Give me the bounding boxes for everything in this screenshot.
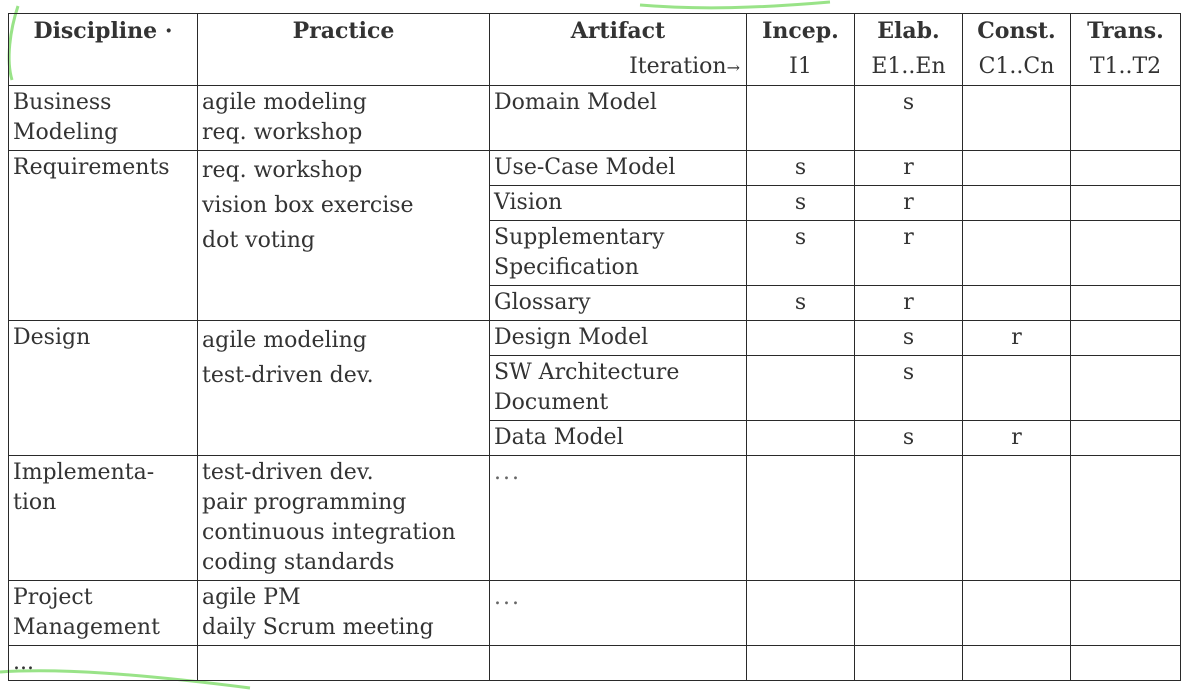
discipline-cell: [9, 455, 198, 580]
header-discipline-label: Discipline: [33, 18, 158, 44]
phase-cell-incep: [747, 355, 855, 420]
discipline-cell: [9, 645, 198, 680]
header-phase-inception: Incep.: [747, 14, 855, 50]
phase-cell-incep: [747, 645, 855, 680]
phase-cell-incep: s: [747, 185, 855, 220]
phase-cell-elab: r: [855, 150, 963, 185]
practice-cell: [198, 645, 490, 680]
phase-cell-elab: r: [855, 285, 963, 320]
phase-cell-trans: [1071, 185, 1181, 220]
artifact-cell: [490, 580, 747, 645]
header-phase-construction: Const.: [963, 14, 1071, 50]
artifact-name-line: ...: [494, 584, 521, 610]
phase-cell-const: [963, 220, 1071, 285]
discipline-cell: [9, 85, 198, 150]
header-discipline-marker: ·: [164, 18, 173, 44]
practice-item: continuous integration: [202, 519, 456, 545]
rup-practice-artifact-table: [8, 13, 1181, 681]
phase-cell-trans: [1071, 580, 1181, 645]
artifact-cell: [490, 455, 747, 580]
phase-cell-incep: [747, 455, 855, 580]
artifact-cell: [490, 220, 747, 285]
phase-cell-trans: [1071, 85, 1181, 150]
table-row: [9, 455, 1181, 580]
phase-cell-trans: [1071, 150, 1181, 185]
practice-item: test-driven dev.: [202, 362, 374, 388]
artifact-cell: [490, 645, 747, 680]
phase-cell-incep: [747, 580, 855, 645]
phase-cell-const: [963, 455, 1071, 580]
header-discipline: [9, 14, 198, 86]
artifact-name-line: Data Model: [494, 424, 624, 450]
header-iteration: [490, 50, 747, 86]
phase-cell-elab: [855, 455, 963, 580]
phase-cell-elab: [855, 645, 963, 680]
table-row: [9, 580, 1181, 645]
practice-cell: [198, 85, 490, 150]
phase-cell-elab: [855, 580, 963, 645]
table-row: [9, 645, 1181, 680]
artifact-name-line: Document: [494, 389, 609, 415]
artifact-name-line: Specification: [494, 254, 639, 280]
phase-cell-elab: s: [855, 320, 963, 355]
table-row: [9, 85, 1181, 150]
header-iteration-label: Iteration: [629, 53, 727, 79]
discipline-name-line: Requirements: [13, 154, 170, 180]
artifact-name-line: Vision: [494, 189, 563, 215]
practice-cell: [198, 150, 490, 320]
header-phase-elaboration: Elab.: [855, 14, 963, 50]
phase-cell-const: [963, 355, 1071, 420]
phase-cell-const: r: [963, 320, 1071, 355]
phase-cell-elab: r: [855, 220, 963, 285]
phase-cell-incep: s: [747, 150, 855, 185]
phase-cell-const: [963, 185, 1071, 220]
phase-cell-elab: s: [855, 420, 963, 455]
practice-item: test-driven dev.: [202, 459, 374, 485]
table-row: [9, 150, 1181, 185]
practice-item: agile PM: [202, 584, 301, 610]
discipline-name-line: tion: [13, 489, 57, 515]
phase-cell-const: [963, 645, 1071, 680]
header-artifact: Artifact: [490, 14, 747, 50]
phase-cell-incep: [747, 420, 855, 455]
artifact-name-line: Supplementary: [494, 224, 665, 250]
practice-item: agile modeling: [202, 327, 367, 353]
phase-cell-incep: s: [747, 220, 855, 285]
phase-cell-incep: [747, 320, 855, 355]
phase-cell-const: [963, 580, 1071, 645]
artifact-cell: [490, 355, 747, 420]
header-iterations-construction: C1..Cn: [963, 50, 1071, 86]
practice-item: vision box exercise: [202, 192, 414, 218]
discipline-name-line: Project: [13, 584, 93, 610]
practice-item: req. workshop: [202, 119, 363, 145]
header-phase-transition: Trans.: [1071, 14, 1181, 50]
artifact-name-line: Design Model: [494, 324, 649, 350]
artifact-cell: [490, 85, 747, 150]
artifact-name-line: Glossary: [494, 289, 591, 315]
practice-item: pair programming: [202, 489, 407, 515]
phase-cell-elab: r: [855, 185, 963, 220]
phase-cell-incep: [747, 85, 855, 150]
phase-cell-const: [963, 285, 1071, 320]
artifact-name-line: Domain Model: [494, 89, 657, 115]
phase-cell-elab: s: [855, 355, 963, 420]
practice-item: req. workshop: [202, 157, 363, 183]
practice-cell: [198, 580, 490, 645]
header-practice: Practice: [198, 14, 490, 86]
phase-cell-elab: s: [855, 85, 963, 150]
phase-cell-trans: [1071, 220, 1181, 285]
artifact-name-line: Use-Case Model: [494, 154, 676, 180]
discipline-name-line: Design: [13, 324, 91, 350]
phase-cell-trans: [1071, 420, 1181, 455]
phase-cell-trans: [1071, 645, 1181, 680]
header-row-phases: [9, 14, 1181, 50]
phase-cell-const: r: [963, 420, 1071, 455]
practice-item: daily Scrum meeting: [202, 614, 434, 640]
practice-item: coding standards: [202, 549, 395, 575]
discipline-name-line: Implementa-: [13, 459, 155, 485]
artifact-name-line: ...: [494, 459, 521, 485]
table-row: [9, 320, 1181, 355]
artifact-cell: [490, 420, 747, 455]
phase-cell-trans: [1071, 285, 1181, 320]
practice-cell: [198, 320, 490, 455]
artifact-cell: [490, 150, 747, 185]
practice-item: agile modeling: [202, 89, 367, 115]
phase-cell-trans: [1071, 320, 1181, 355]
discipline-name-line: Management: [13, 614, 160, 640]
phase-cell-trans: [1071, 455, 1181, 580]
header-iterations-inception: I1: [747, 50, 855, 86]
table-body: [9, 14, 1181, 681]
practice-cell: [198, 455, 490, 580]
phase-cell-const: [963, 150, 1071, 185]
header-iterations-elaboration: E1..En: [855, 50, 963, 86]
artifact-cell: [490, 320, 747, 355]
header-iterations-transition: T1..T2: [1071, 50, 1181, 86]
artifact-cell: [490, 285, 747, 320]
right-arrow-icon: →: [726, 57, 740, 77]
discipline-cell: [9, 580, 198, 645]
phase-cell-const: [963, 85, 1071, 150]
phase-cell-incep: s: [747, 285, 855, 320]
practice-item: dot voting: [202, 227, 315, 253]
discipline-name-line: Business: [13, 89, 112, 115]
discipline-name-line: ...: [13, 649, 34, 675]
phase-cell-trans: [1071, 355, 1181, 420]
discipline-cell: [9, 320, 198, 455]
discipline-name-line: Modeling: [13, 119, 119, 145]
discipline-cell: [9, 150, 198, 320]
artifact-name-line: SW Architecture: [494, 359, 680, 385]
artifact-cell: [490, 185, 747, 220]
